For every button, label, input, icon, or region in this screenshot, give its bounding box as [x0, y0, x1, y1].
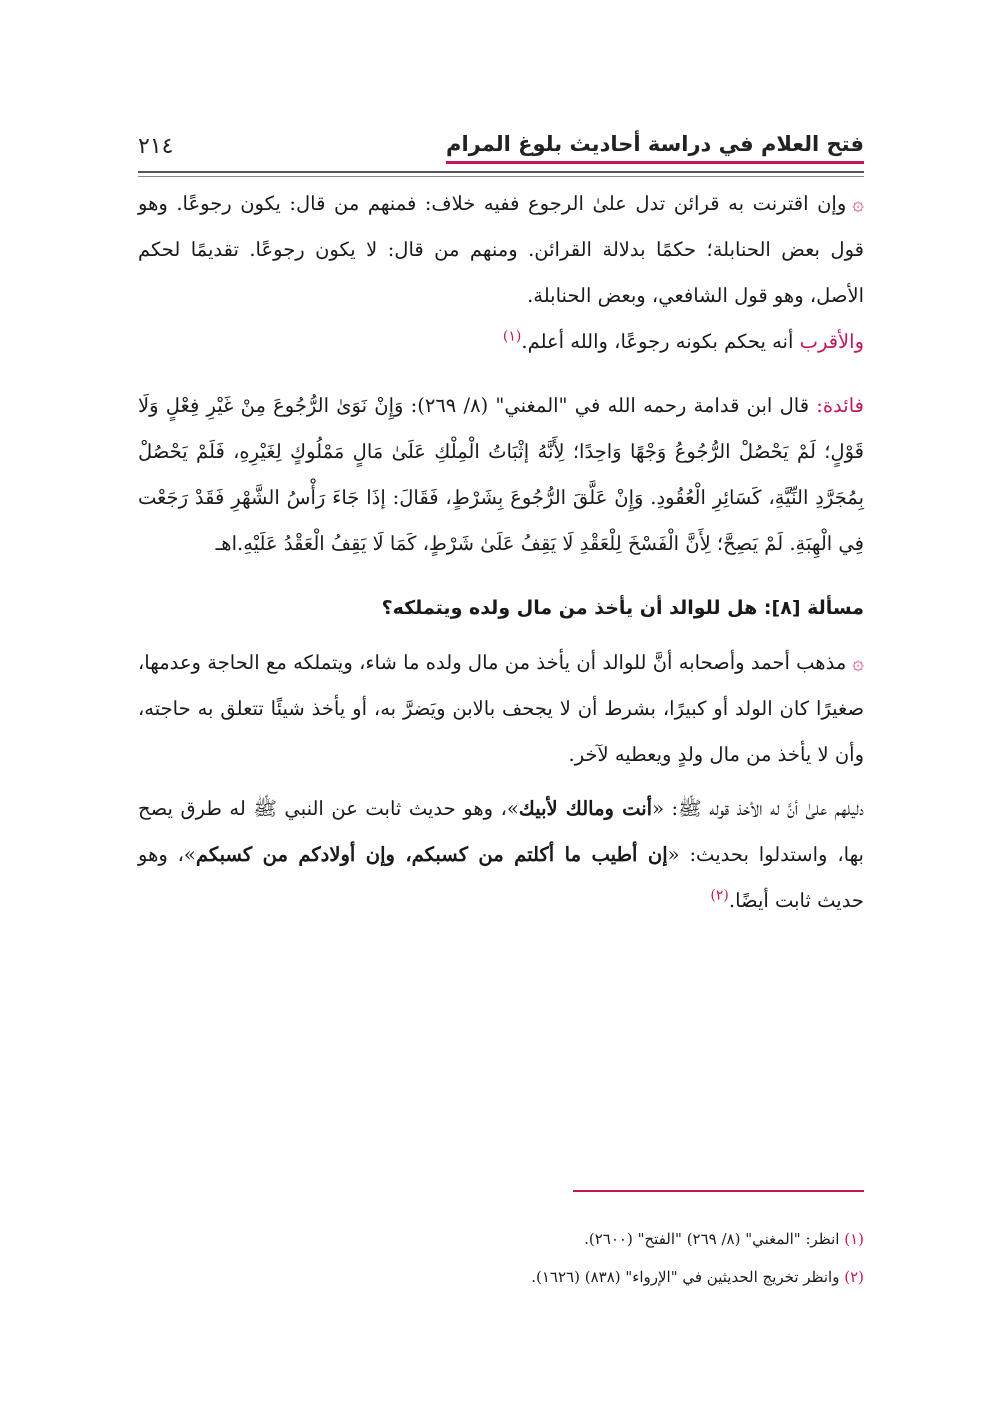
header-rule-thin: [138, 176, 864, 177]
paragraph-2: [138, 319, 864, 365]
benefit-label: فائدة:: [816, 394, 864, 417]
flower-ornament-icon: ۞: [852, 650, 864, 674]
paragraph-4-text: مذهب أحمد وأصحابه أنَّ للوالد أن يأخذ من مال ولده ما شاء، ويتملكه مع الحاجة وعدمها، صغيرًا كان الولد أو كبيرًا، بشرط أن لا يجحف بالابن ويَضرَّ به، أو يأخذ شيئًا تتعلق به حاجته، وأن لا يأخذ من مال ولدٍ ويعطيه لآخر.: [138, 651, 864, 766]
flower-ornament-icon: ۞: [852, 191, 864, 215]
header-rule: [138, 171, 864, 173]
paragraph-3: [138, 383, 864, 567]
paragraph-5-text-a: دليلهم علىٰ أنَّ له الأخذ قوله ﷺ: «: [652, 797, 864, 820]
footnote-2: [138, 1258, 864, 1296]
footnote-separator: [573, 1190, 864, 1192]
paragraph-5-text-c: »، وهو حديث ثابت أيضًا.: [138, 843, 864, 912]
running-header: [138, 128, 864, 164]
page-body: [138, 180, 864, 924]
paragraph-5-text-b: »، وهو حديث ثابت عن النبي ﷺ له طرق يصح بها، واستدلوا بحديث: «: [138, 797, 864, 866]
hadith-quote-2: إن أطيب ما أكلتم من كسبكم، وإن أولادكم من كسبكم: [195, 843, 668, 866]
paragraph-1: [138, 180, 864, 319]
issue-title: هل للوالد أن يأخذ من مال ولده ويتملكه؟: [381, 597, 764, 619]
issue-heading: [138, 585, 864, 631]
footnote-ref-2: (٢): [710, 887, 729, 904]
footnote-ref-1: (١): [502, 328, 522, 345]
paragraph-4: [138, 639, 864, 778]
page-number: ٢١٤: [138, 133, 174, 159]
paragraph-2-lead: والأقرب: [799, 330, 864, 353]
footnote-2-number: (٢): [844, 1268, 864, 1286]
hadith-quote-1: أنت ومالك لأبيك: [518, 797, 653, 820]
paragraph-2-text: أنه يحكم بكونه رجوعًا، والله أعلم.: [521, 330, 800, 353]
paragraph-1-text: وإن اقترنت به قرائن تدل علىٰ الرجوع ففيه خلاف: فمنهم من قال: يكون رجوعًا. وهو قول بعض الحنابلة؛ حكمًا بدلالة القرائن. ومنهم من قال: لا يكون رجوعًا. تقديمًا لحكم الأصل، وهو قول الشافعي، وبعض الحنابلة.: [138, 192, 864, 307]
issue-label: مسألة [٨]:: [763, 597, 864, 619]
footnote-1-number: (١): [844, 1230, 864, 1248]
book-title: فتح العلام في دراسة أحاديث بلوغ المرام: [446, 132, 864, 160]
paragraph-3-text: قال ابن قدامة رحمه الله في "المغني" (٨/ ٢٦٩): وَإِنْ نَوَىٰ الرُّجُوعَ مِنْ غَيْرِ فِعْلٍ وَلَا قَوْلٍ؛ لَمْ يَحْصُلْ الرُّجُوعُ وَجْهًا وَاحِدًا؛ لِأَنَّهُ إثْبَاتُ الْمِلْكِ عَلَىٰ مَالٍ مَمْلُوكٍ لِغَيْرِهِ، فَلَمْ يَحْصُلْ بِمُجَرَّدِ النِّيَّةِ، كَسَائِرِ الْعُقُودِ. وَإِنْ عَلَّقَ الرُّجُوعَ بِشَرْطٍ، فَقَالَ: إذَا جَاءَ رَأْسُ الشَّهْرِ فَقَدْ رَجَعْت فِي الْهِبَةِ. لَمْ يَصِحَّ؛ لِأَنَّ الْفَسْخَ لِلْعَقْدِ لَا يَقِفُ عَلَىٰ شَرْطٍ، كَمَا لَا يَقِفُ الْعَقْدُ عَلَيْهِ.اهـ: [138, 394, 864, 555]
footnote-2-text: وانظر تخريج الحديثين في "الإرواء" (٨٣٨) (١٦٢٦).: [531, 1268, 845, 1286]
paragraph-5: [138, 786, 864, 924]
footnotes: [138, 1220, 864, 1296]
footnote-1: [138, 1220, 864, 1258]
footnote-1-text: انظر: "المغني" (٨/ ٢٦٩) "الفتح" (٢٦٠٠).: [584, 1230, 845, 1248]
